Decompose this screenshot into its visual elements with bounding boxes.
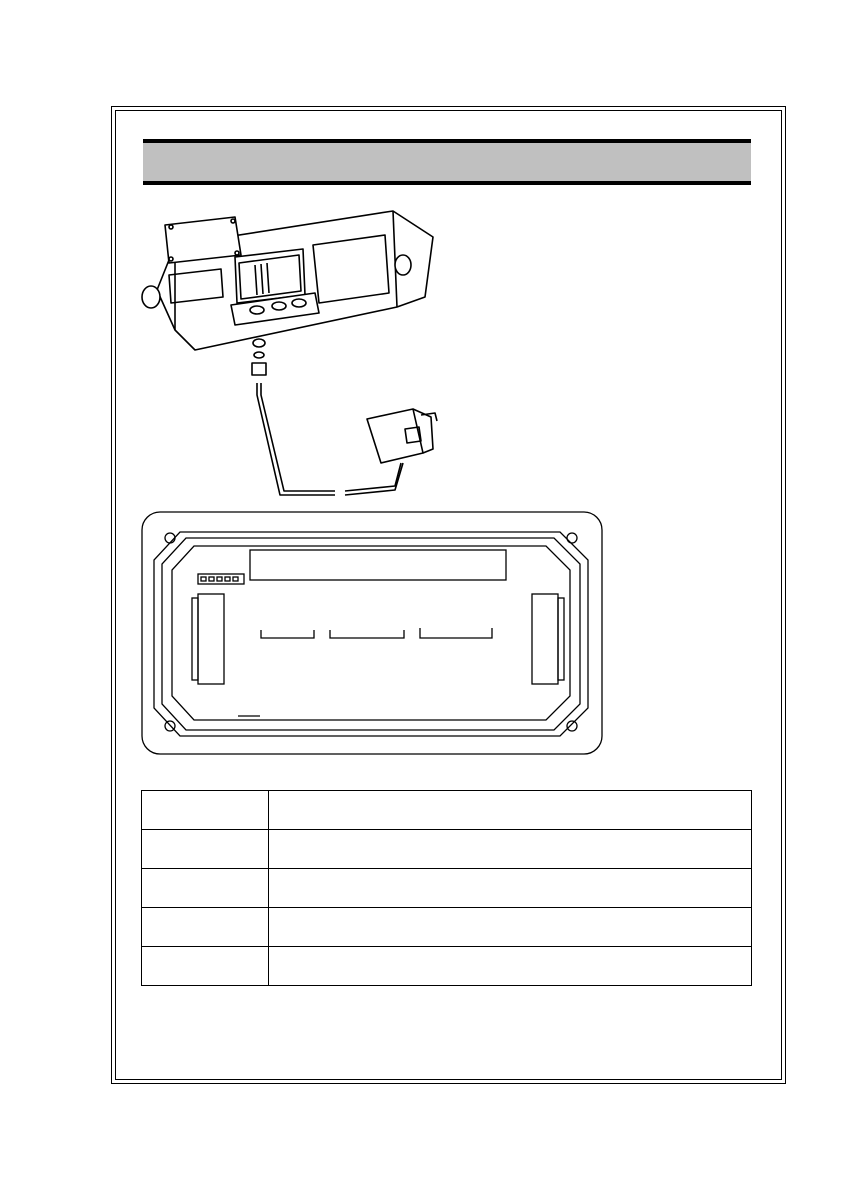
table-cell-key bbox=[142, 947, 269, 986]
table-row bbox=[142, 830, 752, 869]
table-row bbox=[142, 791, 752, 830]
spec-table bbox=[141, 790, 752, 986]
table-cell-key bbox=[142, 908, 269, 947]
right-terminal-block bbox=[532, 594, 558, 684]
mounting-hole-icon bbox=[567, 721, 577, 731]
terminal-board-diagram bbox=[140, 510, 605, 760]
table-cell-key bbox=[142, 869, 269, 908]
table-cell-key bbox=[142, 830, 269, 869]
table-cell-value bbox=[269, 830, 752, 869]
power-cable bbox=[257, 383, 335, 495]
key-input-bracket bbox=[330, 630, 404, 638]
indicator-housing-illustration bbox=[135, 205, 455, 500]
section-header bbox=[143, 139, 751, 185]
section-title bbox=[143, 143, 751, 159]
table-cell-value bbox=[269, 947, 752, 986]
output-bracket bbox=[261, 630, 314, 638]
table-row bbox=[142, 908, 752, 947]
mounting-hole-icon bbox=[567, 533, 577, 543]
loadcell-bracket bbox=[420, 628, 492, 638]
table-row bbox=[142, 947, 752, 986]
power-adapter bbox=[367, 409, 423, 463]
table-cell-value bbox=[269, 908, 752, 947]
left-knob-icon bbox=[142, 286, 160, 308]
left-terminal-block bbox=[198, 594, 224, 684]
table-cell-key bbox=[142, 791, 269, 830]
top-terminal-block bbox=[250, 550, 506, 580]
mounting-hole-icon bbox=[165, 533, 175, 543]
table-row bbox=[142, 869, 752, 908]
table-cell-value bbox=[269, 869, 752, 908]
board-outline bbox=[142, 512, 602, 754]
lid-plate bbox=[165, 217, 241, 263]
right-knob-icon bbox=[395, 255, 411, 275]
table-cell-value bbox=[269, 791, 752, 830]
